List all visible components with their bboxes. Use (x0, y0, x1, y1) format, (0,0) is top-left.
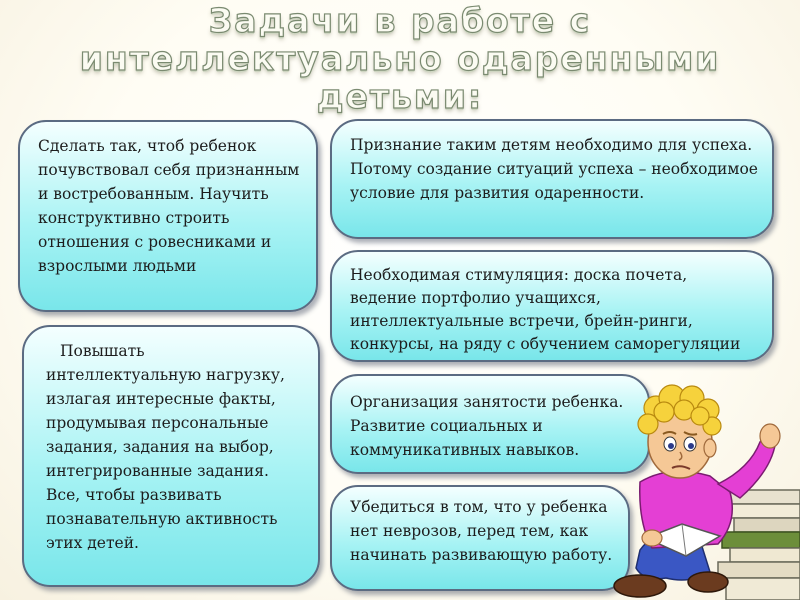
task-card-text: Признание таким детям необходимо для успеха. Потому создание ситуаций успеха – необходимое условие для развития одаренности. (350, 136, 758, 202)
task-card-text: Убедиться в том, что у ребенка нет неврозов, перед тем, как начинать развивающую работу. (350, 498, 613, 564)
task-card-success-situations (330, 119, 774, 239)
title-line-1: Задачи в работе с (208, 1, 592, 40)
task-card-stimulation (330, 250, 774, 362)
task-card-text: Сделать так, чтоб ребенок почувствовал себя признанным и востребованным. Научить конструктивно строить отношения с ровесниками и взрослыми людьми (38, 137, 300, 275)
title-line-3: детьми: (316, 77, 484, 116)
slide-title (40, 2, 760, 116)
task-card-text: Организация занятости ребенка. Развитие социальных и коммуникативных навыков. (350, 393, 624, 459)
confused-boy-with-books-icon (600, 372, 800, 600)
task-card-intellectual-load (22, 325, 320, 587)
task-card-recognition-social (18, 120, 318, 312)
task-card-text: Повышать интеллектуальную нагрузку, излагая интересные факты, продумывая персональные задания, задания на выбор, интегрированные задания. Все, чтобы развивать познавательную активность этих детей. (46, 342, 285, 552)
task-card-text: Необходимая стимуляция: доска почета, ведение портфолио учащихся, интеллектуальные встречи, брейн-ринги, конкурсы, на ряду с обучением саморегуляции (350, 266, 741, 353)
title-line-2: интеллектуально одаренными (79, 39, 721, 78)
task-card-neurosis-check (330, 485, 630, 591)
